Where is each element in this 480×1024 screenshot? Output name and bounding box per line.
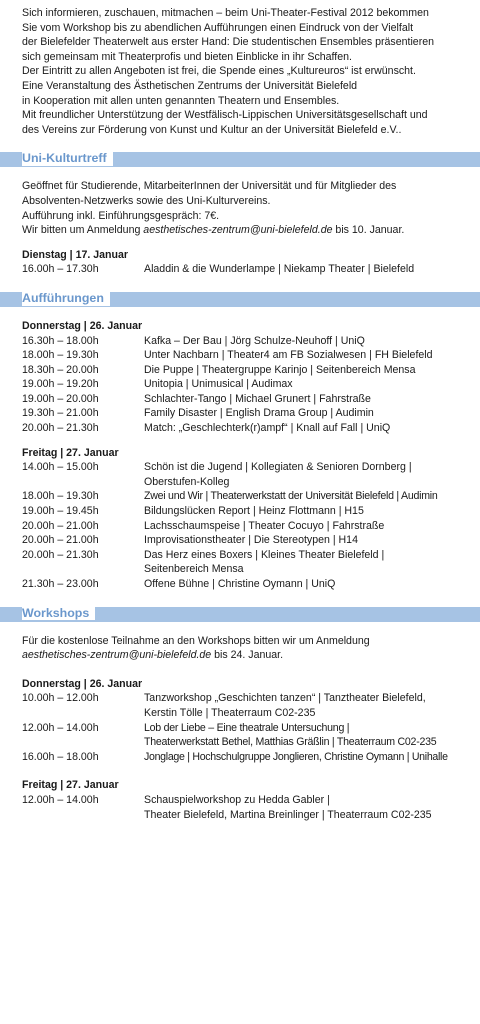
event-desc: Offene Bühne | Christine Oymann | UniQ [144, 578, 336, 590]
event-time: 18.00h – 19.30h [22, 349, 99, 362]
schedule-row [22, 750, 462, 765]
event-desc-line: Oberstufen-Kolleg [144, 475, 230, 488]
schedule-row [22, 548, 462, 577]
day-title: Donnerstag | 26. Januar [22, 319, 143, 332]
schedule-row [22, 460, 462, 489]
event-desc: Match: „Geschlechterk(r)ampf“ | Knall auf Fall | UniQ [144, 422, 391, 435]
schedule-row [22, 406, 462, 421]
event-time: 20.00h – 21.00h [22, 519, 99, 532]
info-line: Absolventen-Netzwerks sowie des Uni-Kulturvereins. [22, 194, 271, 207]
event-time: 21.30h – 23.00h [22, 578, 99, 590]
day-title: Freitag | 27. Januar [22, 446, 119, 459]
event-desc: Aladdin & die Wunderlampe | Niekamp Theater | Bielefeld [144, 263, 415, 276]
schedule-row [22, 348, 462, 363]
intro-line: Sie vom Workshop bis zu abendlichen Aufführungen einen Eindruck von der Vielfalt [22, 21, 414, 34]
event-desc [144, 721, 462, 750]
intro-line: sich gemeinsam mit Theaterprofis und bieten Einblicke in ihr Schaffen. [22, 50, 352, 63]
event-desc-line: Kerstin Tölle | Theaterraum C02-235 [144, 706, 316, 719]
schedule-row [22, 489, 462, 504]
event-desc-line: Theater Bielefeld, Martina Breinlinger | Theaterraum C02-235 [144, 808, 432, 821]
day-block [22, 677, 462, 765]
event-time: 14.00h – 15.00h [22, 461, 99, 474]
event-desc: Schlachter-Tango | Michael Grunert | Fahrstraße [144, 392, 371, 405]
section-bar-left [0, 607, 18, 622]
event-time: 20.00h – 21.30h [22, 422, 99, 435]
day-block [22, 319, 462, 436]
event-desc: Improvisationstheater | Die Stereotypen | H14 [144, 534, 358, 547]
event-time: 19.30h – 21.00h [22, 407, 99, 420]
day-title: Freitag | 27. Januar [22, 779, 119, 792]
day-block [22, 446, 462, 592]
event-desc-line: Theaterwerkstatt Bethel, Matthias Gräßlin | Theaterraum C02-235 [144, 736, 437, 749]
event-desc: Family Disaster | English Drama Group | Audimin [144, 407, 374, 420]
schedule-row [22, 533, 462, 548]
register-suffix: bis 10. Januar. [332, 224, 405, 237]
schedule-row [22, 519, 462, 534]
info-line: Für die kostenlose Teilnahme an den Workshops bitten wir um Anmeldung [22, 634, 370, 647]
event-desc: Unitopia | Unimusical | Audimax [144, 378, 293, 391]
event-time: 16.00h – 17.30h [22, 263, 99, 276]
event-desc-line: Seitenbereich Mensa [144, 563, 244, 576]
section-title: Workshops [22, 606, 95, 621]
event-desc-line: Lob der Liebe – Eine theatrale Untersuchung | [144, 721, 350, 734]
intro-line: Der Eintritt zu allen Angeboten ist frei, die Spende eines „Kultureuros“ ist erwünscht. [22, 65, 416, 78]
event-desc-line: Schauspielworkshop zu Hedda Gabler | [144, 793, 330, 806]
register-line [22, 648, 462, 663]
schedule-row [22, 504, 462, 519]
intro-line: in Kooperation mit allen unten genannten Theatern und Ensembles. [22, 94, 340, 107]
schedule-row [22, 421, 462, 436]
schedule-row [22, 721, 462, 750]
event-desc [144, 548, 462, 577]
section-header-kulturtreff [22, 149, 462, 169]
info-line: Geöffnet für Studierende, MitarbeiterInnen der Universität und für Mitglieder des [22, 180, 397, 193]
event-desc [144, 793, 462, 822]
event-desc: Unter Nachbarn | Theater4 am FB Sozialwesen | FH Bielefeld [144, 349, 433, 362]
event-desc-line: Das Herz eines Boxers | Kleines Theater Bielefeld | [144, 548, 385, 561]
event-desc: Zwei und Wir | Theaterwerkstatt der Universität Bielefeld | Audimin [144, 490, 438, 503]
info-line: Aufführung inkl. Einführungsgespräch: 7€. [22, 209, 220, 222]
schedule-row [22, 577, 462, 592]
kulturtreff-info [22, 179, 462, 237]
email-link[interactable]: aesthetisches-zentrum@uni-bielefeld.de [143, 224, 333, 237]
event-time: 20.00h – 21.30h [22, 548, 99, 561]
section-title: Uni-Kulturtreff [22, 151, 113, 166]
section-bar-left [0, 152, 18, 167]
email-link[interactable]: aesthetisches-zentrum@uni-bielefeld.de [22, 649, 212, 662]
register-suffix: bis 24. Januar. [211, 649, 284, 662]
event-desc: Kafka – Der Bau | Jörg Schulze-Neuhoff | UniQ [144, 334, 365, 347]
day-block [22, 778, 462, 822]
event-desc: Lachsschaumspeise | Theater Cocuyo | Fahrstraße [144, 519, 385, 532]
day-block [22, 248, 462, 277]
intro-line: Eine Veranstaltung des Ästhetischen Zentrums der Universität Bielefeld [22, 79, 358, 92]
event-desc: Die Puppe | Theatergruppe Karinjo | Seitenbereich Mensa [144, 363, 416, 376]
event-time: 19.00h – 19.20h [22, 378, 99, 391]
intro-line: Sich informieren, zuschauen, mitmachen – beim Uni-Theater-Festival 2012 bekommen [22, 7, 429, 19]
day-title: Dienstag | 17. Januar [22, 248, 128, 261]
schedule-row [22, 392, 462, 407]
schedule-row [22, 262, 462, 277]
event-time: 19.00h – 20.00h [22, 392, 99, 405]
event-time: 20.00h – 21.00h [22, 534, 99, 547]
event-time: 16.30h – 18.00h [22, 334, 99, 347]
event-desc: Jonglage | Hochschulgruppe Jonglieren, Christine Oymann | Unihalle [144, 750, 448, 763]
event-desc [144, 691, 462, 720]
workshops-info [22, 634, 462, 663]
intro-line: Mit freundlicher Unterstützung der Westfälisch-Lippischen Universitätsgesellschaft und [22, 109, 428, 122]
event-time: 18.30h – 20.00h [22, 363, 99, 376]
section-header-auffuehrungen [22, 289, 462, 309]
event-time: 19.00h – 19.45h [22, 505, 99, 518]
event-time: 10.00h – 12.00h [22, 692, 99, 705]
day-title: Donnerstag | 26. Januar [22, 677, 143, 690]
schedule-row [22, 334, 462, 349]
intro-line: des Vereins zur Förderung von Kunst und Kultur an der Universität Bielefeld e.V.. [22, 123, 402, 136]
schedule-row [22, 793, 462, 822]
schedule-row [22, 377, 462, 392]
event-desc [144, 460, 462, 489]
event-time: 16.00h – 18.00h [22, 750, 99, 763]
register-line [22, 223, 462, 238]
section-title: Aufführungen [22, 291, 110, 306]
event-desc-line: Schön ist die Jugend | Kollegiaten & Senioren Dornberg | [144, 461, 412, 474]
intro-line: der Bielefelder Theaterwelt aus erster Hand: Die studentischen Ensembles präsentieren [22, 36, 435, 49]
event-time: 12.00h – 14.00h [22, 721, 99, 734]
section-bar-left [0, 292, 18, 307]
register-prefix: Wir bitten um Anmeldung [22, 224, 144, 237]
intro-text [22, 6, 462, 137]
schedule-row [22, 363, 462, 378]
event-desc: Bildungslücken Report | Heinz Flottmann | H15 [144, 505, 364, 518]
event-time: 12.00h – 14.00h [22, 793, 99, 806]
flyer-page [22, 6, 462, 822]
section-header-workshops [22, 604, 462, 624]
event-desc-line: Tanzworkshop „Geschichten tanzen“ | Tanztheater Bielefeld, [144, 692, 426, 705]
event-time: 18.00h – 19.30h [22, 490, 99, 503]
schedule-row [22, 691, 462, 720]
